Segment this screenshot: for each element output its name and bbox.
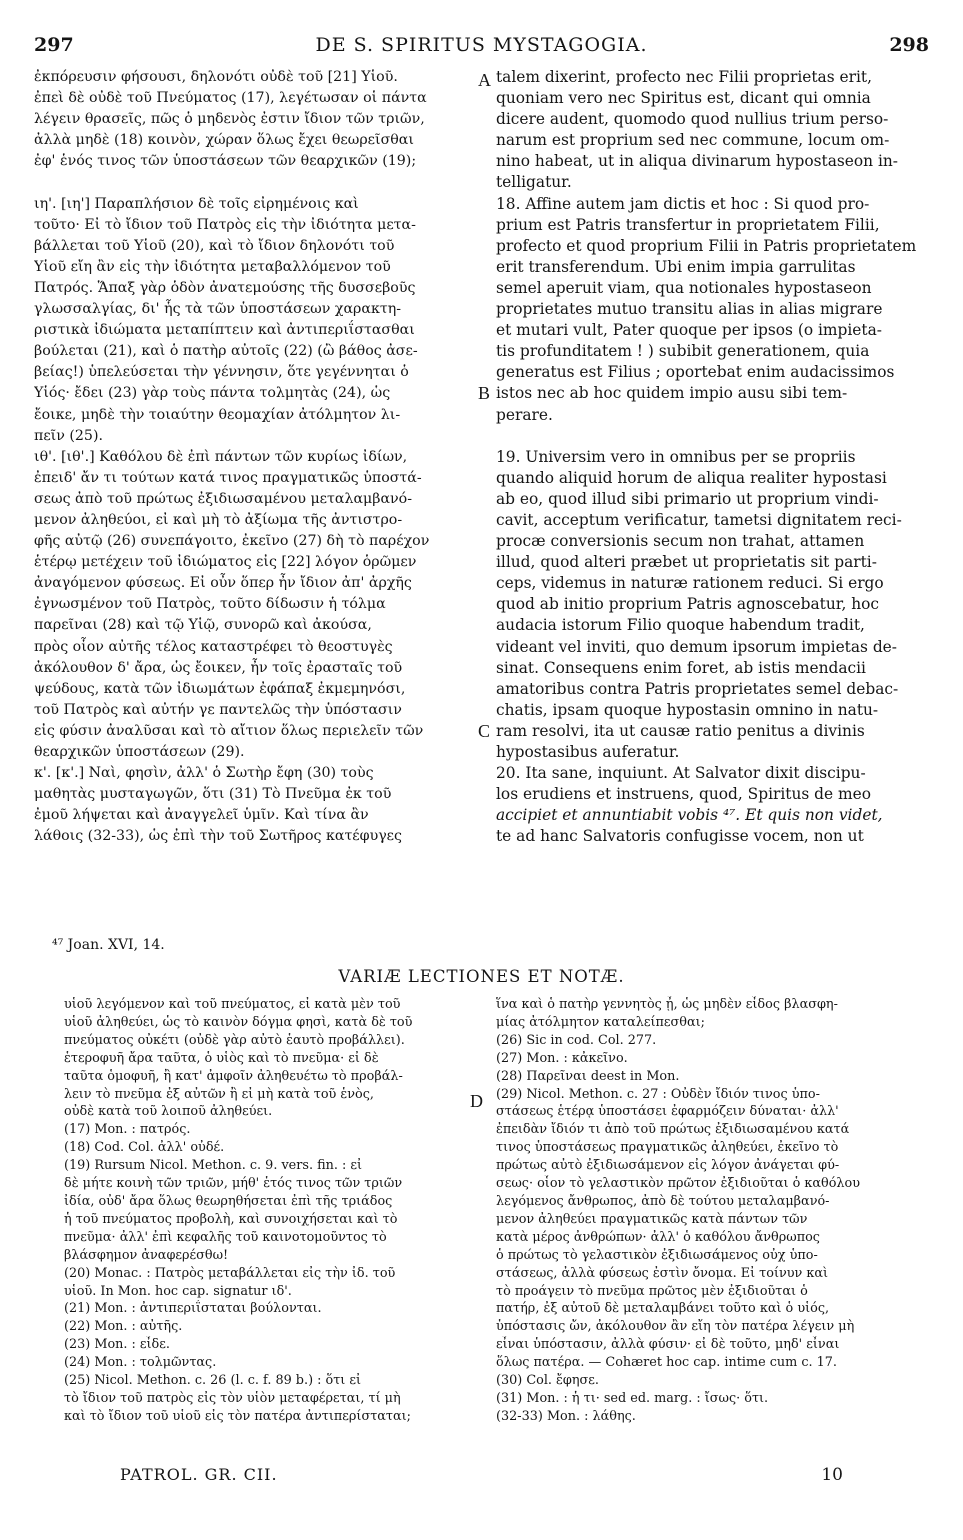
note-line: τὸ προάγειν τὸ πνεῦμα πρῶτος μὲν ἐξιδιοῦται ὁ (496, 1283, 808, 1299)
notes-title: VARIÆ LECTIONES ET NOTÆ. (338, 967, 625, 986)
greek-text-line: ἐφ' ἑνός τινος τῶν ὑποστάσεων τῶν θεαρχικῶν (19); (34, 153, 417, 170)
notes-right-column (496, 996, 928, 1426)
greek-text-line: φῆς αὐτῷ (26) συνεπάγοιτο, ἐκεῖνο (27) δὴ τὸ παρέχον (34, 533, 430, 550)
latin-text-line: generatus est Filius ; oportebat enim audacissimos (496, 363, 895, 382)
latin-text-line: ram resolvi, ita ut causæ ratio penitus a divinis (496, 721, 865, 740)
greek-text-line: γλωσσαλγίας, δι' ἧς τὰ τῶν ὑποστάσεων χαρακτη- (34, 301, 401, 318)
note-line: (22) Mon. : αὐτῆς. (64, 1319, 183, 1335)
footnote-47: ⁴⁷ Joan. XVI, 14. (52, 937, 165, 953)
note-line: (20) Monac. : Πατρὸς μεταβάλλεται εἰς τὴν ἰδ. τοῦ (64, 1265, 396, 1281)
greek-text-line: βούλεται (21), καὶ ὁ πατὴρ αὐτοῖς (22) (ὢ βάθος ἀσε- (34, 343, 418, 360)
greek-text-line: βείας!) ὑπελεύσεται τὴν γέννησιν, ὅτε γεγέννηται ὁ (34, 364, 409, 381)
latin-text-line: videant vel inviti, quo demum ipsorum impietas de- (496, 637, 897, 656)
greek-text-line: τοῦτο· Εἰ τὸ ἴδιον τοῦ Πατρὸς εἰς τὴν ἰδιότητα μετα- (34, 216, 416, 233)
latin-text-line: audacia istorum Filio quoque habendum tradit, (496, 616, 865, 635)
greek-text-line: πρὸς οἷον αὐτῆς τέλος καταστρέφει τὸ θεοστυγὲς (34, 638, 393, 655)
note-line: πνεῦμα· ἀλλ' ἐπὶ κεφαλῆς τοῦ καινοτομοῦντος τὸ (64, 1229, 387, 1245)
note-line: (24) Mon. : τολμῶντας. (64, 1355, 217, 1371)
latin-text-line: prium est Patris transfertur in proprietatem Filii, (496, 215, 880, 234)
greek-text-line: ιθ'. [ιθ'.] Καθόλου δὲ ἐπὶ πάντων τῶν κυρίως ἰδίων, (34, 448, 408, 465)
latin-text-line: procæ conversionis secum non trahat, attamen (496, 532, 865, 551)
note-line: καὶ τὸ ἴδιον τοῦ υἱοῦ εἰς τὸν πατέρα ἀντιπερίσταται; (64, 1408, 411, 1424)
note-line: πνεύματος οὐκέτι (οὐδὲ γὰρ αὐτὸ ἑαυτὸ προβάλλει). (64, 1032, 405, 1048)
latin-text-line: istos nec ab hoc quidem impio ausu sibi tem- (496, 384, 848, 403)
note-line: (25) Nicol. Methon. c. 26 (l. c. f. 89 b.) : ὅτι εἰ (64, 1373, 362, 1389)
greek-text-line: σεως ἀπὸ τοῦ πρώτως ἐξιδιωσαμένου μεταλαμβανό- (34, 490, 412, 507)
latin-text-line: proprietates mutuo transitu alias in alias migrare (496, 300, 883, 319)
note-line: (26) Sic in cod. Col. 277. (496, 1032, 657, 1048)
page-header (34, 34, 929, 64)
latin-text-line: chatis, ipsam quoque hypostasin omnino in natu- (496, 700, 879, 719)
latin-text-line: te ad hanc Salvatoris confugisse vocem, non ut (496, 827, 864, 846)
note-line: ἵνα καὶ ὁ πατὴρ γεννητὸς ᾖ, ὡς μηδὲν εἶδος βλασφη- (496, 997, 838, 1012)
greek-text-line: εἰς φύσιν ἀναλῦσαι καὶ τὸ αἴτιον ὅλως περιελεῖν τῶν (34, 722, 424, 739)
note-line: ὑπόστασις ὤν, ἀκόλουθον ἂν εἴη τὸν πατέρα λέγειν μὴ (496, 1319, 855, 1335)
note-line: (19) Rursum Nicol. Methon. c. 9. vers. fin. : εἰ (64, 1158, 363, 1174)
note-line: βλάσφημον ἀναφερέσθω! (64, 1247, 229, 1263)
greek-text-line: μενον ἀληθεύοι, εἰ καὶ μὴ τὸ ἀξίωμα τῆς ἀντιστρο- (34, 511, 403, 528)
latin-text-line: telligatur. (496, 173, 572, 192)
greek-text-column (34, 67, 480, 847)
margin-marker-d: D (470, 1091, 483, 1111)
note-line: (17) Mon. : πατρός. (64, 1122, 191, 1138)
greek-text-line: ἐμοῦ λήψεται καὶ ἀναγγελεῖ ὑμῖν. Καὶ τίνα ἂν (34, 807, 369, 824)
latin-text-line: cavit, acceptum verificatur, tametsi dignitatem reci- (496, 510, 902, 529)
page-footer (120, 1465, 843, 1493)
latin-text-line: los erudiens et instruens, quod, Spiritus de meo (496, 785, 871, 804)
note-line: υἱοῦ ἀληθεύει, ὡς τὸ καινὸν δόγμα φησὶ, κατὰ δὲ τοῦ (64, 1014, 413, 1030)
latin-text-line: 18. Affine autem jam dictis et hoc : Si quod pro- (496, 194, 870, 213)
note-line: (23) Mon. : εἶδε. (64, 1337, 170, 1353)
latin-text-line: narum est proprium sed nec commune, locum om- (496, 131, 890, 150)
footer-sheet-number: 10 (821, 1465, 843, 1485)
latin-text-line: semel aperuit viam, qua notionales hypostaseon (496, 278, 872, 297)
latin-text-line (496, 426, 930, 447)
latin-text-line: hypostasibus auferatur. (496, 743, 680, 761)
note-line: (31) Mon. : ἡ τι· sed ed. marg. : ἴσως· ὅτι. (496, 1390, 769, 1406)
latin-text-line: erit transferendum. Ubi enim impia garrulitas (496, 257, 856, 276)
greek-text-line: λάθοις (32-33), ὡς ἐπὶ τὴν τοῦ Σωτῆρος κατέφυγες (34, 828, 402, 845)
note-line: (18) Cod. Col. ἀλλ' οὐδέ. (64, 1140, 225, 1156)
latin-text-line: dicere audent, quomodo quod nullius trium perso- (496, 110, 889, 129)
greek-text-line: Υἱοῦ εἴη ἂν εἰς τὴν ἰδιότητα μεταβαλλόμενον τοῦ (34, 258, 391, 275)
latin-text-line: quod ab initio proprium Patris agnoscebatur, hoc (496, 595, 880, 614)
greek-text-line: ἀλλὰ μηδὲ (18) κοινὸν, χώραν ὅλως ἔχει θεωρεῖσθαι (34, 132, 414, 149)
note-line: στάσεως ἑτέρᾳ ὑποστάσει ἐφαρμόζειν δύναται· ἀλλ' (496, 1104, 839, 1120)
note-line: (29) Nicol. Methon. c. 27 : Οὐδὲν ἴδιόν τινος ὑπο- (496, 1086, 820, 1102)
note-line: πρώτως αὐτὸ ἐξιδιωσάμενον εἰς λόγον ἀνάγεται φύ- (496, 1158, 840, 1174)
footer-series: PATROL. GR. CII. (120, 1465, 278, 1484)
running-title: DE S. SPIRITUS MYSTAGOGIA. (315, 34, 648, 56)
note-line: κατὰ μέρος ἀνθρώπων· ἀλλ' ὁ καθόλου ἄνθρωπος (496, 1229, 820, 1245)
latin-text-line: perare. (496, 405, 553, 424)
latin-text-line: tis profunditatem ! ) subibit generationem, quia (496, 342, 870, 361)
note-line: μίας ἀτόλμητον καταλείπεσθαι; (496, 1014, 705, 1030)
note-line: ὅλως πατέρα. — Cohæret hoc cap. intime cum c. 17. (496, 1355, 837, 1371)
note-line: υἱοῦ λεγόμενον καὶ τοῦ πνεύματος, εἰ κατὰ μὲν τοῦ (64, 997, 401, 1012)
greek-text-line: ιη'. [ιη'] Παραπλήσιον δὲ τοῖς εἰρημένοις καὶ (34, 195, 359, 212)
latin-text-line: nino habeat, ut in aliqua divinarum hypostaseon in- (496, 152, 898, 171)
greek-text-line: ψεύδους, κατὰ τῶν ἰδιωμάτων ἐφάπαξ ἐκμεμηνόσι, (34, 680, 406, 697)
page-number-right: 298 (889, 34, 929, 56)
note-line: ὁ πρώτως τὸ γελαστικὸν ἐξιδιωσάμενος οὐχ ὑπο- (496, 1247, 818, 1263)
latin-text-line: quando aliquid horum de aliqua realiter hypostasi (496, 468, 887, 487)
note-line: (30) Col. ἔφησε. (496, 1373, 599, 1389)
greek-text-line: Υἱός· ἔδει (23) γὰρ τοὺς πάντα τολμητὰς (24), ὡς (34, 385, 391, 402)
latin-text-line: ceps, videmus in naturæ rationem reduci. Si ergo (496, 574, 884, 593)
latin-text-line: profecto et quod proprium Filii in Patris proprietatem (496, 236, 917, 255)
note-line: (32-33) Mon. : λάθης. (496, 1408, 636, 1424)
latin-text-line: accipiet et annuntiabit vobis ⁴⁷. Et quis non videt, (496, 806, 883, 825)
margin-marker-a: A (478, 70, 491, 90)
note-line: στάσεως, ἀλλὰ φύσεως ἐστὶν ὄνομα. Εἰ τοίνυν καὶ (496, 1265, 829, 1281)
greek-text-line: βάλλεται τοῦ Υἱοῦ (20), καὶ τὸ ἴδιον δηλονότι τοῦ (34, 237, 395, 254)
note-line: λειν τὸ πνεῦμα ἐξ αὐτῶν ἢ εἰ μὴ κατὰ τοῦ ἑνὸς, (64, 1086, 374, 1102)
margin-marker-c: C (478, 721, 491, 741)
latin-text-line: 20. Ita sane, inquiunt. At Salvator dixit discipu- (496, 764, 866, 783)
note-line: οὐδὲ κατὰ τοῦ λοιποῦ ἀληθεύει. (64, 1104, 273, 1120)
greek-text-line: θεαρχικῶν ὑποστάσεων (29). (34, 744, 245, 760)
latin-text-line: ab eo, quod illud sibi primario ut proprium vindi- (496, 489, 879, 508)
greek-text-line: ἀναγόμενον φύσεως. Εἰ οὖν ὅπερ ἦν ἴδιον ἀπ' ἀρχῆς (34, 575, 412, 592)
notes-left-column (64, 996, 476, 1426)
note-line: (21) Mon. : ἀντιπεριΐσταται βούλονται. (64, 1301, 322, 1317)
note-line: ἑτεροφυῆ ἄρα ταῦτα, ὁ υἱὸς καὶ τὸ πνεῦμα· εἰ δὲ (64, 1050, 379, 1066)
greek-text-line: τοῦ Πατρὸς καὶ αὐτήν γε παντελῶς τὴν ὑπόστασιν (34, 701, 402, 718)
note-line: υἱοῦ. In Mon. hoc cap. signatur ιδ'. (64, 1283, 292, 1299)
latin-text-line: et mutari vult, Pater quoque per ipsos (o impieta- (496, 321, 882, 340)
latin-text-line: talem dixerint, profecto nec Filii proprietas erit, (496, 68, 872, 86)
greek-text-line: μαθητὰς μυσταγωγῶν, ὅτι (31) Τὸ Πνεῦμα ἐκ τοῦ (34, 786, 392, 803)
note-line: ἐπειδὰν ἴδιόν τι ἀπὸ τοῦ πρώτως ἐξιδιωσαμένου κατά (496, 1122, 850, 1138)
greek-text-line: λέγειν θρασεῖς, πῶς ὁ μηδενὸς ἐστιν ἴδιον τῶν τριῶν, (34, 111, 425, 128)
greek-text-line: κ'. [κ'.] Ναὶ, φησὶν, ἀλλ' ὁ Σωτὴρ ἔφη (30) τοὺς (34, 765, 374, 782)
latin-text-line: sinat. Consequens enim foret, ab istis mendacii (496, 658, 866, 677)
note-line: λεγόμενος ἄνθρωπος, ἀπὸ δὲ τούτου μεταλαμβανό- (496, 1193, 830, 1209)
greek-text-line: ἐκπόρευσιν φήσουσι, δηλονότι οὐδὲ τοῦ [21] Υἱοῦ. (34, 69, 398, 85)
latin-text-line: illud, quod alteri præbet ut proprietatis sit parti- (496, 553, 877, 572)
note-line: ἡ τοῦ πνεύματος προβολὴ, καὶ συνοιχήσεται καὶ τὸ (64, 1211, 398, 1227)
page-number-left: 297 (34, 34, 74, 56)
note-line: σεως· οἷον τὸ γελαστικὸν πρῶτον ἐξιδιοῦται ὁ καθόλου (496, 1176, 860, 1192)
greek-text-line: παρεῖναι (28) καὶ τῷ Υἱῷ, συνορῶ καὶ ἀκούσα, (34, 617, 372, 634)
greek-text-line (34, 172, 480, 193)
greek-text-line: ἀκόλουθον δ' ἄρα, ὡς ἔοικεν, ἦν τοῖς ἐρασταῖς τοῦ (34, 659, 403, 676)
greek-text-line: Πατρός. Ἅπαξ γὰρ ὁδὸν ἀνατεμούσης τῆς δυσσεβοῦς (34, 279, 416, 296)
note-line: μενον ἀληθεύει πραγματικῶς κατὰ πάντων τῶν (496, 1211, 808, 1227)
margin-marker-b: B (478, 383, 491, 403)
note-line: τινος ὑποστάσεως πραγματικῶς ἀληθεύει, ἐκεῖνο τὸ (496, 1140, 839, 1156)
note-line: πατήρ, ἐξ αὐτοῦ δὲ μεταλαμβάνει τοῦτο καὶ ὁ υἱός, (496, 1301, 830, 1317)
latin-text-line: 19. Universim vero in omnibus per se propriis (496, 447, 856, 466)
greek-text-line: ἐπειδ' ἄν τι τούτων κατά τινος πραγματικῶς ὑποστά- (34, 469, 422, 486)
greek-text-line: ἔοικε, μηδὲ τὴν τοιαύτην θεομαχίαν ἀτόλμητον λι- (34, 406, 401, 423)
greek-text-line: ἐγνωσμένον τοῦ Πατρὸς, τοῦτο δίδωσιν ἡ τόλμα (34, 596, 386, 613)
note-line: εἶναι ὑπόστασιν, ἀλλὰ φύσιν· εἰ δὲ τοῦτο, μηδ' εἶναι (496, 1337, 840, 1353)
note-line: δὲ μήτε κοινὴ τῶν τριῶν, μήθ' ἑτός τινος τῶν τριῶν (64, 1176, 403, 1192)
note-line: ταῦτα ὁμοφυῆ, ἢ κατ' ἀμφοῖν ἀληθευέτω τὸ προβάλ- (64, 1068, 403, 1084)
note-line: ἰδία, οὐδ' ἄρα ὅλως θεωρηθήσεται ἐπὶ τῆς τριάδος (64, 1193, 393, 1209)
greek-text-line: ριστικὰ ἰδιώματα μεταπίπτειν καὶ ἀντιπεριΐστασθαι (34, 322, 415, 339)
greek-text-line: ἐπεὶ δὲ οὐδὲ τοῦ Πνεύματος (17), λεγέτωσαν οἱ πάντα (34, 90, 427, 107)
note-line: (27) Mon. : κἀκεῖνο. (496, 1050, 628, 1066)
note-line: τὸ ἴδιον τοῦ πατρὸς εἰς τὸν υἱὸν μεταφέρεται, τί μὴ (64, 1390, 401, 1406)
greek-text-line: πεῖν (25). (34, 427, 104, 444)
latin-text-line: amatoribus contra Patris proprietates semel debac- (496, 679, 899, 698)
note-line: (28) Παρεῖναι deest in Mon. (496, 1068, 680, 1084)
latin-text-line: quoniam vero nec Spiritus est, dicant qui omnia (496, 89, 871, 108)
latin-text-column (496, 67, 930, 847)
greek-text-line: ἑτέρῳ μετέχειν τοῦ ἰδιώματος εἰς [22] λόγον ὁρῶμεν (34, 554, 417, 571)
